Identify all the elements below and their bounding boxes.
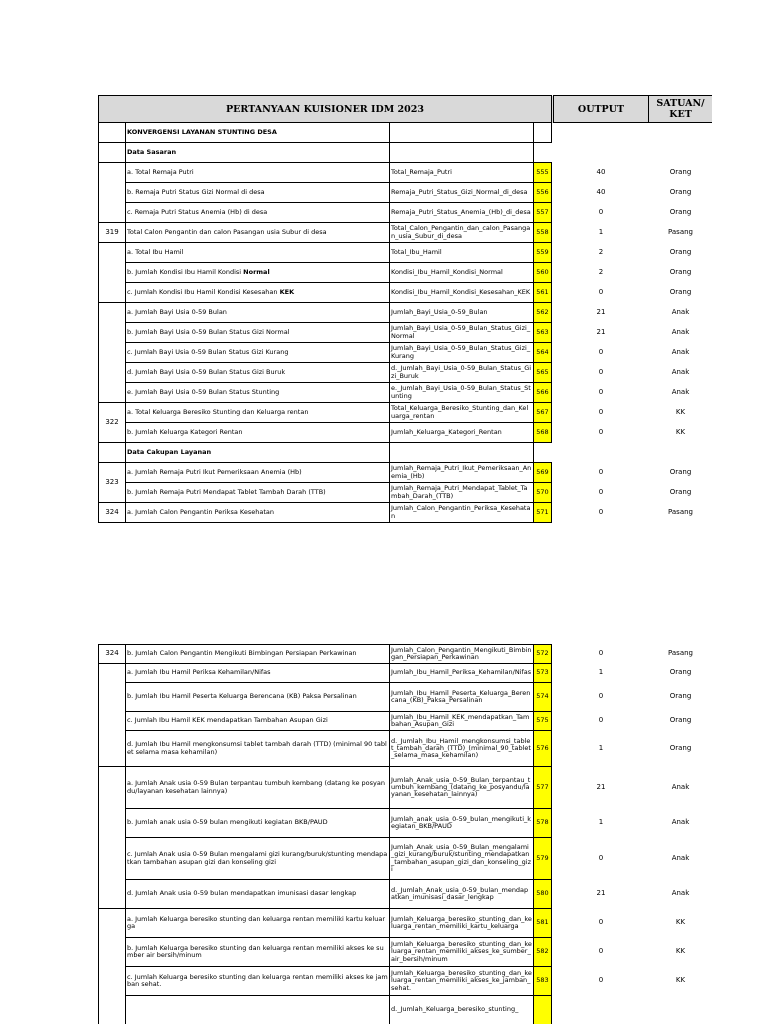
section-title: Data Cakupan Layanan [126,443,390,463]
question-id: 583 [534,967,552,996]
table-row [99,503,713,523]
question-id: 562 [534,303,552,323]
question-id: 580 [534,880,552,909]
unit-label: KK [675,427,686,436]
question-text: a. Jumlah Anak usia 0-59 Bulan terpantau tumbuh kembang (datang ke posyandu/layanan kesehatan lainnya) [126,767,390,809]
variable-name: Jumlah_Ibu_Hamil_KEK_mendapatkan_Tambahan_Asupan_Gizi [390,712,534,731]
question-text: d. Jumlah Bayi Usia 0-59 Bulan Status Gizi Buruk [126,363,390,383]
variable-name: Jumlah_Keluarga_beresiko_stunting_dan_keluarga_rentan_memiliki_akses_ke_sumber_air_bersih/minum [390,938,534,967]
question-id: 568 [534,423,552,443]
table-row [99,423,713,443]
question-id: 560 [534,263,552,283]
question-id: 571 [534,503,552,523]
question-id: 567 [534,403,552,423]
variable-name: Jumlah_Anak_usia_0-59_Bulan_terpantau_tumbuh_kembang_(datang_ke_posyandu/layanan_kesehatan_lainnya) [390,767,534,809]
question-number: 324 [99,645,126,664]
question-id: 561 [534,283,552,303]
output-value: 1 [598,743,604,752]
output-value: 0 [598,347,604,356]
table-row [99,731,713,767]
output-value: 0 [598,207,604,216]
question-id: 565 [534,363,552,383]
table-row [99,323,713,343]
output-value: 0 [598,427,604,436]
unit-label: Orang [669,167,692,176]
question-text: b. Jumlah anak usia 0-59 bulan mengikuti kegiatan BKB/PAUD [126,809,390,838]
unit-label: Anak [671,782,690,791]
unit-label: Anak [671,818,690,827]
question-text: c. Jumlah Kondisi Ibu Hamil Kondisi Kesesahan KEK [126,283,390,303]
questionnaire-table-continued [98,644,712,1024]
variable-name: Remaja_Putri_Status_Gizi_Normal_di_desa [390,183,534,203]
question-text: d. Jumlah Anak usia 0-59 bulan mendapatkan imunisasi dasar lengkap [126,880,390,909]
output-value: 0 [598,507,604,516]
table-row [99,712,713,731]
output-value: 40 [596,167,606,176]
question-text-bold: KEK [279,287,295,296]
variable-name: d._Jumlah_Bayi_Usia_0-59_Bulan_Status_Gizi_Buruk [390,363,534,383]
output-value: 21 [596,889,606,898]
unit-label: Orang [669,187,692,196]
table-row [99,483,713,503]
output-value: 0 [598,918,604,927]
table-row [99,880,713,909]
output-value: 2 [598,247,604,256]
output-value: 0 [598,976,604,985]
variable-name: Jumlah_Bayi_Usia_0-59_Bulan_Status_Gizi_Normal [390,323,534,343]
unit-label: Orang [669,743,692,752]
unit-label: Anak [671,387,690,396]
question-text: a. Total Remaja Putri [126,163,390,183]
unit-label: Orang [669,467,692,476]
question-text: a. Jumlah Remaja Putri Ikut Pemeriksaan Anemia (Hb) [126,463,390,483]
output-value: 0 [598,387,604,396]
question-number: 319 [99,223,126,243]
table-row [99,767,713,809]
unit-label: Anak [671,307,690,316]
question-text: a. Jumlah Calon Pengantin Periksa Kesehatan [126,503,390,523]
output-value: 0 [598,407,604,416]
variable-name: Jumlah_anak_usia_0-59_bulan_mengikuti_kegiatan_BKB/PAUD [390,809,534,838]
table-row [99,243,713,263]
section-row [99,143,713,163]
table-row [99,163,713,183]
question-number [99,243,126,303]
table-row [99,383,713,403]
table-row [99,463,713,483]
output-value: 1 [598,668,604,677]
unit-label: KK [675,947,686,956]
section-row [99,443,713,463]
output-value: 21 [596,782,606,791]
unit-label: Orang [669,716,692,725]
table-row [99,223,713,243]
variable-name: Jumlah_Remaja_Putri_Ikut_Pemeriksaan_Anemia_(Hb) [390,463,534,483]
output-value: 21 [596,327,606,336]
table-row [99,343,713,363]
output-value: 21 [596,307,606,316]
unit-label: Anak [671,347,690,356]
unit-label: Anak [671,889,690,898]
question-id: 578 [534,809,552,838]
unit-label: Orang [669,267,692,276]
table-row [99,403,713,423]
variable-name: Jumlah_Bayi_Usia_0-59_Bulan [390,303,534,323]
question-id: 579 [534,838,552,880]
question-id: 576 [534,731,552,767]
question-id: 573 [534,664,552,683]
question-id: 569 [534,463,552,483]
question-id: 557 [534,203,552,223]
output-value: 0 [598,716,604,725]
output-value: 0 [598,947,604,956]
table-row [99,909,713,938]
question-id: 563 [534,323,552,343]
output-value: 1 [598,818,604,827]
section-title: Data Sasaran [126,143,390,163]
variable-name: Jumlah_Remaja_Putri_Mendapat_Tablet_Tambah_Darah_(TTB) [390,483,534,503]
variable-name: d._Jumlah_Anak_usia_0-59_bulan_mendapatkan_imunisasi_dasar_lengkap [390,880,534,909]
output-value: 0 [598,692,604,701]
variable-name: Jumlah_Bayi_Usia_0-59_Bulan_Status_Gizi_Kurang [390,343,534,363]
variable-name: Jumlah_Anak_usia_0-59_Bulan_mengalami_gizi_kurang/buruk/stunting_mendapatkan_tambahan_asupan_gizi_dan_konseling_gizi [390,838,534,880]
table-row [99,645,713,664]
question-text: c. Jumlah Keluarga beresiko stunting dan keluarga rentan memiliki akses ke jamban sehat. [126,967,390,996]
variable-name: d._Jumlah_Keluarga_beresiko_stunting_ [390,996,534,1024]
question-id: 577 [534,767,552,809]
section-title: KONVERGENSI LAYANAN STUNTING DESA [126,123,390,143]
question-number [99,163,126,223]
question-text-bold: Normal [243,267,270,276]
variable-name: d._Jumlah_Ibu_Hamil_mengkonsumsi_tablet_tambah_darah_(TTD)_(minimal_90_tablet_selama_masa_kehamilan) [390,731,534,767]
question-id: 564 [534,343,552,363]
question-text: a. Jumlah Bayi Usia 0-59 Bulan [126,303,390,323]
table-row [99,838,713,880]
variable-name: Jumlah_Keluarga_beresiko_stunting_dan_keluarga_rentan_memiliki_akses_ke_jamban_sehat. [390,967,534,996]
question-text: c. Jumlah Anak usia 0-59 Bulan mengalami gizi kurang/buruk/stunting mendapatkan tambahan asupan gizi dan konseling gizi [126,838,390,880]
question-number: 324 [99,503,126,523]
table-row [99,283,713,303]
unit-label: Orang [669,668,692,677]
table-row [99,683,713,712]
unit-label: Orang [669,207,692,216]
question-number [99,767,126,909]
question-text: b. Jumlah Calon Pengantin Mengikuti Bimbingan Persiapan Perkawinan [126,645,390,664]
unit-label: KK [675,976,686,985]
variable-name: Jumlah_Calon_Pengantin_Periksa_Kesehatan [390,503,534,523]
question-id: 566 [534,383,552,403]
table-row [99,183,713,203]
variable-name: Kondisi_Ibu_Hamil_Kondisi_Normal [390,263,534,283]
unit-label [649,996,713,1024]
variable-name: Jumlah_Ibu_Hamil_Periksa_Kehamilan/Nifas [390,664,534,683]
question-text: b. Jumlah Ibu Hamil Peserta Keluarga Berencana (KB) Paksa Persalinan [126,683,390,712]
questionnaire-sheet-part-1 [98,95,712,530]
unit-label: Orang [669,247,692,256]
unit-label: Anak [671,327,690,336]
output-header: OUTPUT [554,96,649,123]
variable-name: Remaja_Putri_Status_Anemia_(Hb)_di_desa [390,203,534,223]
unit-label: KK [675,407,686,416]
variable-name: Total_Remaja_Putri [390,163,534,183]
output-value: 2 [598,267,604,276]
question-number [99,664,126,767]
table-row [99,363,713,383]
question-text: a. Jumlah Ibu Hamil Periksa Kehamilan/Nifas [126,664,390,683]
output-value: 0 [598,287,604,296]
variable-name: e._Jumlah_Bayi_Usia_0-59_Bulan_Status_Stunting [390,383,534,403]
variable-name: Kondisi_Ibu_Hamil_Kondisi_Kesesahan_KEK [390,283,534,303]
question-number: 323 [99,463,126,503]
table-row [99,303,713,323]
unit-label: Anak [671,367,690,376]
output-value: 0 [598,487,604,496]
question-text: a. Total Keluarga Beresiko Stunting dan Keluarga rentan [126,403,390,423]
questionnaire-sheet-part-2 [98,644,712,1024]
output-value: 0 [598,649,604,658]
unit-label: KK [675,918,686,927]
question-number [99,909,126,1024]
table-row [99,263,713,283]
variable-name: Total_Ibu_Hamil [390,243,534,263]
output-value: 0 [598,467,604,476]
question-id: 558 [534,223,552,243]
unit-label: Pasang [667,649,693,658]
question-id: 556 [534,183,552,203]
question-text: a. Total Ibu Hamil [126,243,390,263]
unit-label: Orang [669,287,692,296]
question-text: a. Jumlah Keluarga beresiko stunting dan keluarga rentan memiliki kartu keluarga [126,909,390,938]
output-value: 1 [598,227,604,236]
questionnaire-table [98,95,712,523]
table-row [99,938,713,967]
question-text: c. Remaja Putri Status Anemia (Hb) di desa [126,203,390,223]
output-value: 0 [598,367,604,376]
question-text: b. Remaja Putri Status Gizi Normal di desa [126,183,390,203]
variable-name: Jumlah_Ibu_Hamil_Peserta_Keluarga_Berencana_(KB)_Paksa_Persalinan [390,683,534,712]
variable-name: Jumlah_Keluarga_beresiko_stunting_dan_keluarga_rentan_memiliki_kartu_keluarga [390,909,534,938]
table-row [99,809,713,838]
question-number: 322 [99,403,126,443]
unit-label: Orang [669,692,692,701]
question-text: c. Jumlah Bayi Usia 0-59 Bulan Status Gizi Kurang [126,343,390,363]
question-text: d. Jumlah Ibu Hamil mengkonsumsi tablet tambah darah (TTD) (minimal 90 tablet selama masa kehamilan) [126,731,390,767]
question-id: 582 [534,938,552,967]
question-text: e. Jumlah Bayi Usia 0-59 Bulan Status Stunting [126,383,390,403]
question-id: 559 [534,243,552,263]
unit-label: Pasang [667,227,693,236]
question-id: 555 [534,163,552,183]
header-row [99,96,713,123]
question-text: b. Jumlah Remaja Putri Mendapat Tablet Tambah Darah (TTB) [126,483,390,503]
question-text [126,996,390,1024]
variable-name: Jumlah_Calon_Pengantin_Mengikuti_Bimbingan_Persiapan_Perkawinan [390,645,534,664]
question-id [534,996,552,1024]
output-value: 0 [598,853,604,862]
question-text: b. Jumlah Bayi Usia 0-59 Bulan Status Gizi Normal [126,323,390,343]
satuan-header: SATUAN/ KET [649,96,713,123]
question-text: b. Jumlah Kondisi Ibu Hamil Kondisi Normal [126,263,390,283]
variable-name: Total_Calon_Pengantin_dan_calon_Pasangan_usia_Subur_di_desa [390,223,534,243]
variable-name: Total_Keluarga_Beresiko_Stunting_dan_Keluarga_rentan [390,403,534,423]
table-row [99,967,713,996]
table-row [99,996,713,1024]
output-value: 40 [596,187,606,196]
question-number [99,303,126,403]
unit-label: Orang [669,487,692,496]
question-id: 572 [534,645,552,664]
question-id: 574 [534,683,552,712]
variable-name: Jumlah_Keluarga_Kategori_Rentan [390,423,534,443]
table-title: PERTANYAAN KUISIONER IDM 2023 [99,96,552,123]
unit-label: Anak [671,853,690,862]
question-text: b. Jumlah Keluarga beresiko stunting dan keluarga rentan memiliki akses ke sumber air bersih/minum [126,938,390,967]
question-text: b. Jumlah Keluarga Kategori Rentan [126,423,390,443]
table-row [99,203,713,223]
output-value [554,996,649,1024]
unit-label: Pasang [667,507,693,516]
question-text: c. Jumlah Ibu Hamil KEK mendapatkan Tambahan Asupan Gizi [126,712,390,731]
question-id: 581 [534,909,552,938]
question-text: Total Calon Pengantin dan calon Pasangan usia Subur di desa [126,223,390,243]
section-row [99,123,713,143]
question-id: 570 [534,483,552,503]
question-id: 575 [534,712,552,731]
table-row [99,664,713,683]
